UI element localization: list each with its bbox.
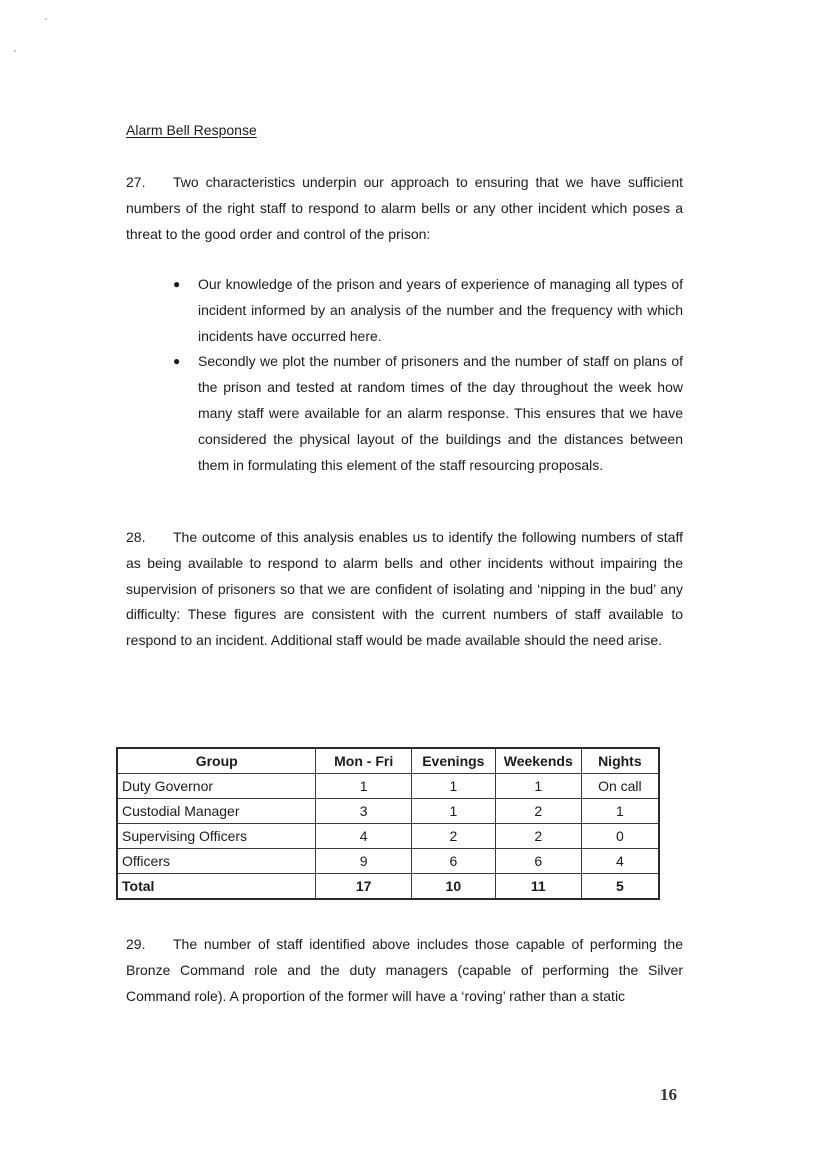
table-total-row [117,874,659,900]
paragraph-28 [126,525,683,654]
section-heading: Alarm Bell Response [126,122,257,138]
page-number: 16 [660,1085,677,1104]
table-cell: 4 [316,824,411,849]
staff-availability-table [116,747,660,900]
table-cell: 10 [411,874,495,900]
table-cell: 1 [581,799,659,824]
table-cell: Officers [117,849,316,874]
table-cell: 1 [495,774,581,799]
paragraph-number: 28. [126,529,146,545]
table-cell: 4 [581,849,659,874]
list-item [126,272,683,349]
table-cell: Total [117,874,316,900]
column-header: Group [117,748,316,774]
table-cell: 3 [316,799,411,824]
table-cell: Supervising Officers [117,824,316,849]
table-header-row [117,748,659,774]
column-header: Nights [581,748,659,774]
paragraph-27 [126,170,683,247]
paragraph-text: Two characteristics underpin our approach to ensuring that we have sufficient numbers of the right staff to respond to alarm bells or any other incident which poses a threat to the good order and control of the prison: [126,174,683,242]
column-header: Evenings [411,748,495,774]
column-header: Weekends [495,748,581,774]
bullet-list [126,272,683,478]
table-cell: 6 [411,849,495,874]
table-cell: 11 [495,874,581,900]
list-item [126,349,683,478]
table-cell: Duty Governor [117,774,316,799]
list-item-text: Secondly we plot the number of prisoners and the number of staff on plans of the prison and tested at random times of the day throughout the week how many staff were available for an alarm response. This ensures that we have considered the physical layout of the buildings and the distances between them in formulating this element of the staff resourcing proposals. [198,353,683,473]
table-row [117,824,659,849]
scan-speck [14,50,16,52]
table-cell: 5 [581,874,659,900]
table-cell: 17 [316,874,411,900]
table-cell: 2 [411,824,495,849]
table-cell: 6 [495,849,581,874]
paragraph-text: The outcome of this analysis enables us to identify the following numbers of staff as being available to respond to alarm bells and other incidents without impairing the supervision of prisoners so that we are confident of isolating and ‘nipping in the bud’ any difficulty: These figures are consistent with the current numbers of staff available to respond to an incident. Additional staff would be made available should the need arise. [126,529,683,649]
table-cell: 1 [316,774,411,799]
table-cell: 1 [411,774,495,799]
table-cell: Custodial Manager [117,799,316,824]
table-cell: 1 [411,799,495,824]
table-cell: 0 [581,824,659,849]
list-item-text: Our knowledge of the prison and years of experience of managing all types of incident informed by an analysis of the number and the frequency with which incidents have occurred here. [198,276,683,344]
column-header: Mon - Fri [316,748,411,774]
paragraph-text: The number of staff identified above includes those capable of performing the Bronze Command role and the duty managers (capable of performing the Silver Command role). A proportion of the former will have a ‘roving’ rather than a static [126,936,683,1004]
table-cell: 2 [495,824,581,849]
paragraph-number: 27. [126,174,146,190]
table-cell: On call [581,774,659,799]
paragraph-number: 29. [126,936,146,952]
table-row [117,799,659,824]
table-row [117,849,659,874]
table-row [117,774,659,799]
table-cell: 2 [495,799,581,824]
bullet-icon: ● [173,354,181,369]
scan-speck [45,18,47,20]
bullet-icon: ● [173,277,181,291]
table-cell: 9 [316,849,411,874]
paragraph-29 [126,932,683,1009]
